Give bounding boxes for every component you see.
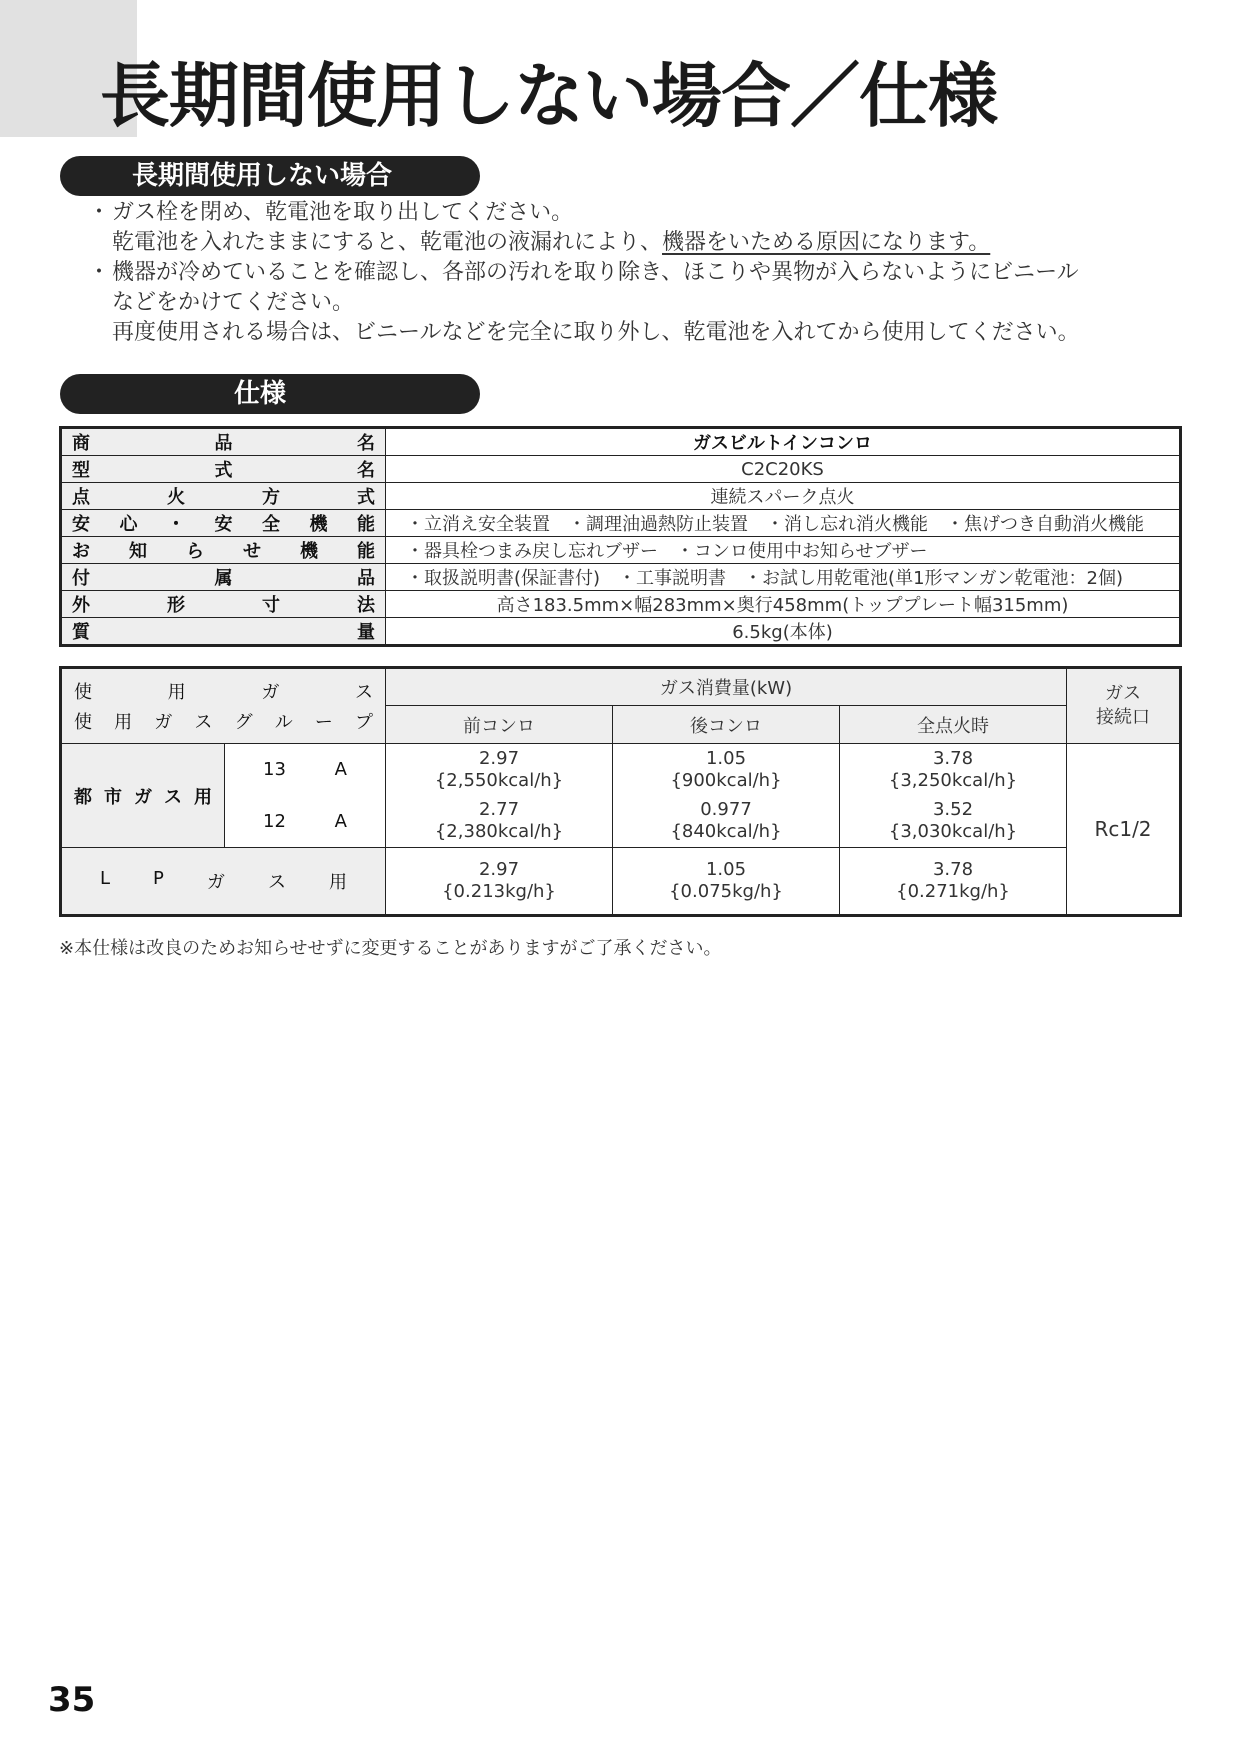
label-char: 質 <box>72 622 90 643</box>
gas-12a-label <box>225 796 386 848</box>
label-char: グ <box>234 712 253 733</box>
label-char: 名 <box>357 460 375 481</box>
13a-rear-cell: 1.05 {900kcal/h} <box>613 744 840 796</box>
warning-underlined: 機器をいためる原因になります。 <box>662 230 991 255</box>
label-char: ス <box>267 872 286 893</box>
lp-front-cell: 2.97 {0.213kg/h} <box>386 848 613 916</box>
label-char: 機 <box>309 514 328 535</box>
label-char: 量 <box>357 622 375 643</box>
spec-row <box>61 564 1181 591</box>
label-char: ガ <box>261 682 280 703</box>
label-char: お <box>72 541 90 562</box>
label-char: 付 <box>72 568 90 589</box>
spec-label <box>61 428 386 456</box>
city-gas-label <box>61 744 225 848</box>
note-line-3: ・機器が冷めていることを確認し、各部の汚れを取り除き、ほこりや異物が入らないようにビニール <box>88 260 1079 285</box>
page-number: 35 <box>48 1680 96 1720</box>
spec-row <box>61 510 1181 537</box>
label-char: 式 <box>357 487 375 508</box>
consumption-header: ガス消費量(kW) <box>386 668 1067 706</box>
all-burners-header: 全点火時 <box>840 706 1067 744</box>
gas-13a-label <box>225 744 386 796</box>
label-char: ・ <box>167 514 185 535</box>
spec-value: ・取扱説明書(保証書付) ・工事説明書 ・お試し用乾電池(単1形マンガン乾電池：2個) <box>386 564 1181 591</box>
label-char: A <box>334 759 347 781</box>
label-char: ら <box>186 541 204 562</box>
rear-burner-header: 後コンロ <box>613 706 840 744</box>
label-char: 火 <box>167 487 185 508</box>
label-char: 用 <box>328 872 347 893</box>
label-char: 品 <box>214 433 233 454</box>
12a-rear-cell: 0.977 {840kcal/h} <box>613 796 840 848</box>
label-char: L <box>100 868 111 889</box>
label-char: 使 <box>74 682 92 703</box>
spec-label <box>61 591 386 618</box>
spec-row <box>61 428 1181 456</box>
label-char: ー <box>314 712 333 733</box>
spec-label <box>61 456 386 483</box>
label-char: 都 <box>74 786 92 808</box>
label-char: 安 <box>214 514 233 535</box>
connection-header: ガス 接続口 <box>1067 668 1181 744</box>
page-title: 長期間使用しない場合／仕様 <box>100 55 997 137</box>
label-char: プ <box>354 712 373 733</box>
label-char: 外 <box>72 595 90 616</box>
label-char: 形 <box>167 595 185 616</box>
label-char: 全 <box>262 514 280 535</box>
spec-value: 6.5kg(本体) <box>386 618 1181 646</box>
label-char: 能 <box>357 514 375 535</box>
label-char: 機 <box>300 541 318 562</box>
label-char: 型 <box>72 460 90 481</box>
label-char: ス <box>354 682 373 703</box>
label-char: 法 <box>357 595 375 616</box>
label-char: 名 <box>357 433 375 454</box>
spec-table <box>59 426 1182 647</box>
label-char: A <box>334 810 347 832</box>
spec-row <box>61 456 1181 483</box>
spec-row <box>61 483 1181 510</box>
label-char: 用 <box>114 712 133 733</box>
section-heading-long-term: 長期間使用しない場合 <box>60 156 480 196</box>
note-line-1: ・ガス栓を閉め、乾電池を取り出してください。 <box>88 200 574 225</box>
spec-label <box>61 618 386 646</box>
label-char: 使 <box>74 712 92 733</box>
label-char: 方 <box>262 487 280 508</box>
front-burner-header: 前コンロ <box>386 706 613 744</box>
note-line-4: などをかけてください。 <box>112 290 355 315</box>
section-heading-spec: 仕様 <box>60 374 480 414</box>
spec-row <box>61 618 1181 646</box>
gas-consumption-table <box>59 666 1182 917</box>
label-char: ル <box>274 712 293 733</box>
spec-row <box>61 537 1181 564</box>
13a-all-cell: 3.78 {3,250kcal/h} <box>840 744 1067 796</box>
lp-gas-label <box>61 848 386 916</box>
label-char: せ <box>243 541 261 562</box>
lp-all-cell: 3.78 {0.271kg/h} <box>840 848 1067 916</box>
label-char: 属 <box>214 568 233 589</box>
spec-label <box>61 537 386 564</box>
label-char: 市 <box>104 786 122 808</box>
spec-value: 連続スパーク点火 <box>386 483 1181 510</box>
label-char: 品 <box>357 568 375 589</box>
label-char: 用 <box>167 682 186 703</box>
12a-all-cell: 3.52 {3,030kcal/h} <box>840 796 1067 848</box>
label-char: 13 <box>263 759 286 781</box>
disclaimer-note: ※本仕様は改良のためお知らせせずに変更することがありますがご了承ください。 <box>59 938 722 959</box>
label-char: ガ <box>206 872 225 893</box>
spec-value: ・器具栓つまみ戻し忘れブザー ・コンロ使用中お知らせブザー <box>386 537 1181 564</box>
label-char: 能 <box>357 541 375 562</box>
spec-label <box>61 483 386 510</box>
spec-row <box>61 591 1181 618</box>
spec-value: 高さ183.5mm×幅283mm×奥行458mm(トッププレート幅315mm) <box>386 591 1181 618</box>
connection-value: Rc1/2 <box>1067 744 1181 916</box>
label-char: ガ <box>134 786 152 808</box>
label-char: 商 <box>72 433 90 454</box>
spec-label <box>61 510 386 537</box>
12a-front-cell: 2.77 {2,380kcal/h} <box>386 796 613 848</box>
use-gas-header <box>61 668 386 744</box>
label-char: ガ <box>154 712 173 733</box>
label-char: 用 <box>194 786 212 808</box>
note-line-5: 再度使用される場合は、ビニールなどを完全に取り外し、乾電池を入れてから使用してください。 <box>112 320 1080 345</box>
label-char: ス <box>164 786 182 808</box>
spec-value: C2C20KS <box>386 456 1181 483</box>
spec-value: ガスビルトインコンロ <box>386 428 1181 456</box>
label-char: 心 <box>119 514 138 535</box>
label-char: 安 <box>72 514 90 535</box>
spec-label <box>61 564 386 591</box>
label-char: 12 <box>263 810 286 832</box>
label-char: 点 <box>72 487 90 508</box>
label-char: P <box>153 868 164 889</box>
note-line-2: 乾電池を入れたままにすると、乾電池の液漏れにより、機器をいためる原因になります。 <box>112 230 991 255</box>
spec-value: ・立消え安全装置 ・調理油過熱防止装置 ・消し忘れ消火機能 ・焦げつき自動消火機能 <box>386 510 1181 537</box>
label-char: 式 <box>214 460 233 481</box>
label-char: 知 <box>129 541 147 562</box>
label-char: ス <box>194 712 213 733</box>
13a-front-cell: 2.97 {2,550kcal/h} <box>386 744 613 796</box>
lp-rear-cell: 1.05 {0.075kg/h} <box>613 848 840 916</box>
label-char: 寸 <box>262 595 280 616</box>
